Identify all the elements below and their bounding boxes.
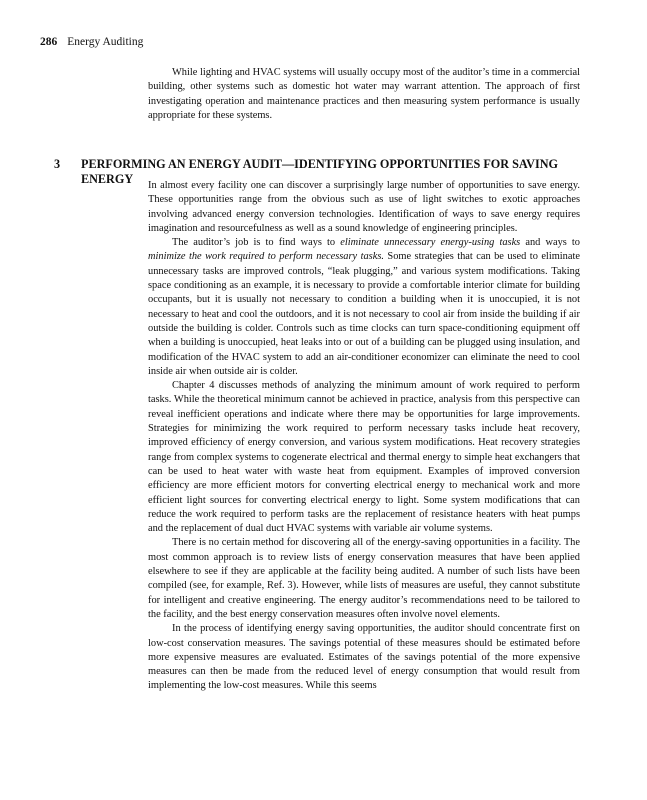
intro-block: [148, 66, 580, 123]
section-body: [148, 179, 580, 694]
section-title: PERFORMING AN ENERGY AUDIT—IDENTIFYING OPPORTUNITIES FOR SAVING ENERGY: [81, 157, 558, 186]
paragraph-2-part-a: The auditor’s job is to find ways to: [172, 237, 341, 249]
paragraph-2-emphasis-1: eliminate unnecessary energy-using tasks: [340, 237, 521, 249]
intro-paragraph: While lighting and HVAC systems will usually occupy most of the auditor’s time in a commercial building, other systems such as domestic hot water may warrant attention. The approach of first investigating operation and maintenance practices and then measuring system performance is usually appropriate for these systems.: [148, 67, 580, 121]
paragraph-2: [148, 236, 580, 379]
running-title: Energy Auditing: [67, 36, 144, 48]
page-number: 286: [40, 36, 58, 48]
paragraph-5: In the process of identifying energy saving opportunities, the auditor should concentrate first on low-cost conservation measures. The savings potential of these measures should be estimated before more expensive measures are evaluated. Estimates of the savings potential of the more expensive measures can then be made from the reduced level of energy consumption that would result from implementing the low-cost measures. While this seems: [148, 623, 580, 692]
running-header: [40, 36, 143, 48]
paragraph-3: Chapter 4 discusses methods of analyzing the minimum amount of work required to perform tasks. While the theoretical minimum cannot be achieved in practice, analysis from this perspective can reveal inefficient operations and indicate where there may be opportunities for large improvements. Strategies for minimizing the work required to perform necessary tasks include heat recovery, improved efficiency of energy conversion, and various system modifications. Heat recovery strategies range from complex systems to cogenerate electrical and thermal energy to simple heat exchangers that can be used to heat water with waste heat from equipment. Examples of improved conversion efficiency are more efficient motors for converting electrical energy to mechanical work and more efficient light sources for converting electrical energy to light. Some system modifications that can reduce the work required to perform tasks are the replacement of resistance heaters with heat pumps and the replacement of dual duct HVAC systems with variable air volume systems.: [148, 380, 580, 535]
paragraph-2-part-b: and ways to: [520, 237, 580, 249]
paragraph-4: There is no certain method for discovering all of the energy-saving opportunities in a facility. The most common approach is to review lists of energy conservation measures that have been applied elsewhere to see if they are applicable at the facility being audited. A number of such lists have been compiled (see, for example, Ref. 3). However, while lists of measures are useful, they cannot substitute for intelligent and creative engineering. The energy auditor’s recommendations need to be tailored to the facility, and the best energy conservation measures often involve novel elements.: [148, 537, 580, 620]
section-number: 3: [54, 157, 61, 171]
paragraph-2-part-c: Some strategies that can be used to eliminate unnecessary tasks are improved controls, “leak plugging,” and various system modifications. Taking space conditioning as an example, it is necessary to provide a comfortable interior climate for building occupants, but it is usually not necessary to condition a building when it is unoccupied, it is not necessary to heat and cool the outdoors, and it is not necessary to cool air from inside the building if air outside the building is colder. Controls such as time clocks can turn space-conditioning equipment off when a building is unoccupied, heat leaks into or out of a building can be plugged using insulation, and modification of the HVAC system to add an air-conditioner economizer can eliminate the need to cool inside air when outside air is colder.: [148, 251, 580, 377]
paragraph-2-emphasis-2: minimize the work required to perform necessary tasks.: [148, 251, 384, 263]
paragraph-1: In almost every facility one can discover a surprisingly large number of opportunities to save energy. These opportunities range from the obvious such as use of light switches to exotic approaches involving advanced energy conversion technologies. Identification of ways to save energy requires imagination and resourcefulness as well as a sound knowledge of engineering principles.: [148, 180, 580, 234]
